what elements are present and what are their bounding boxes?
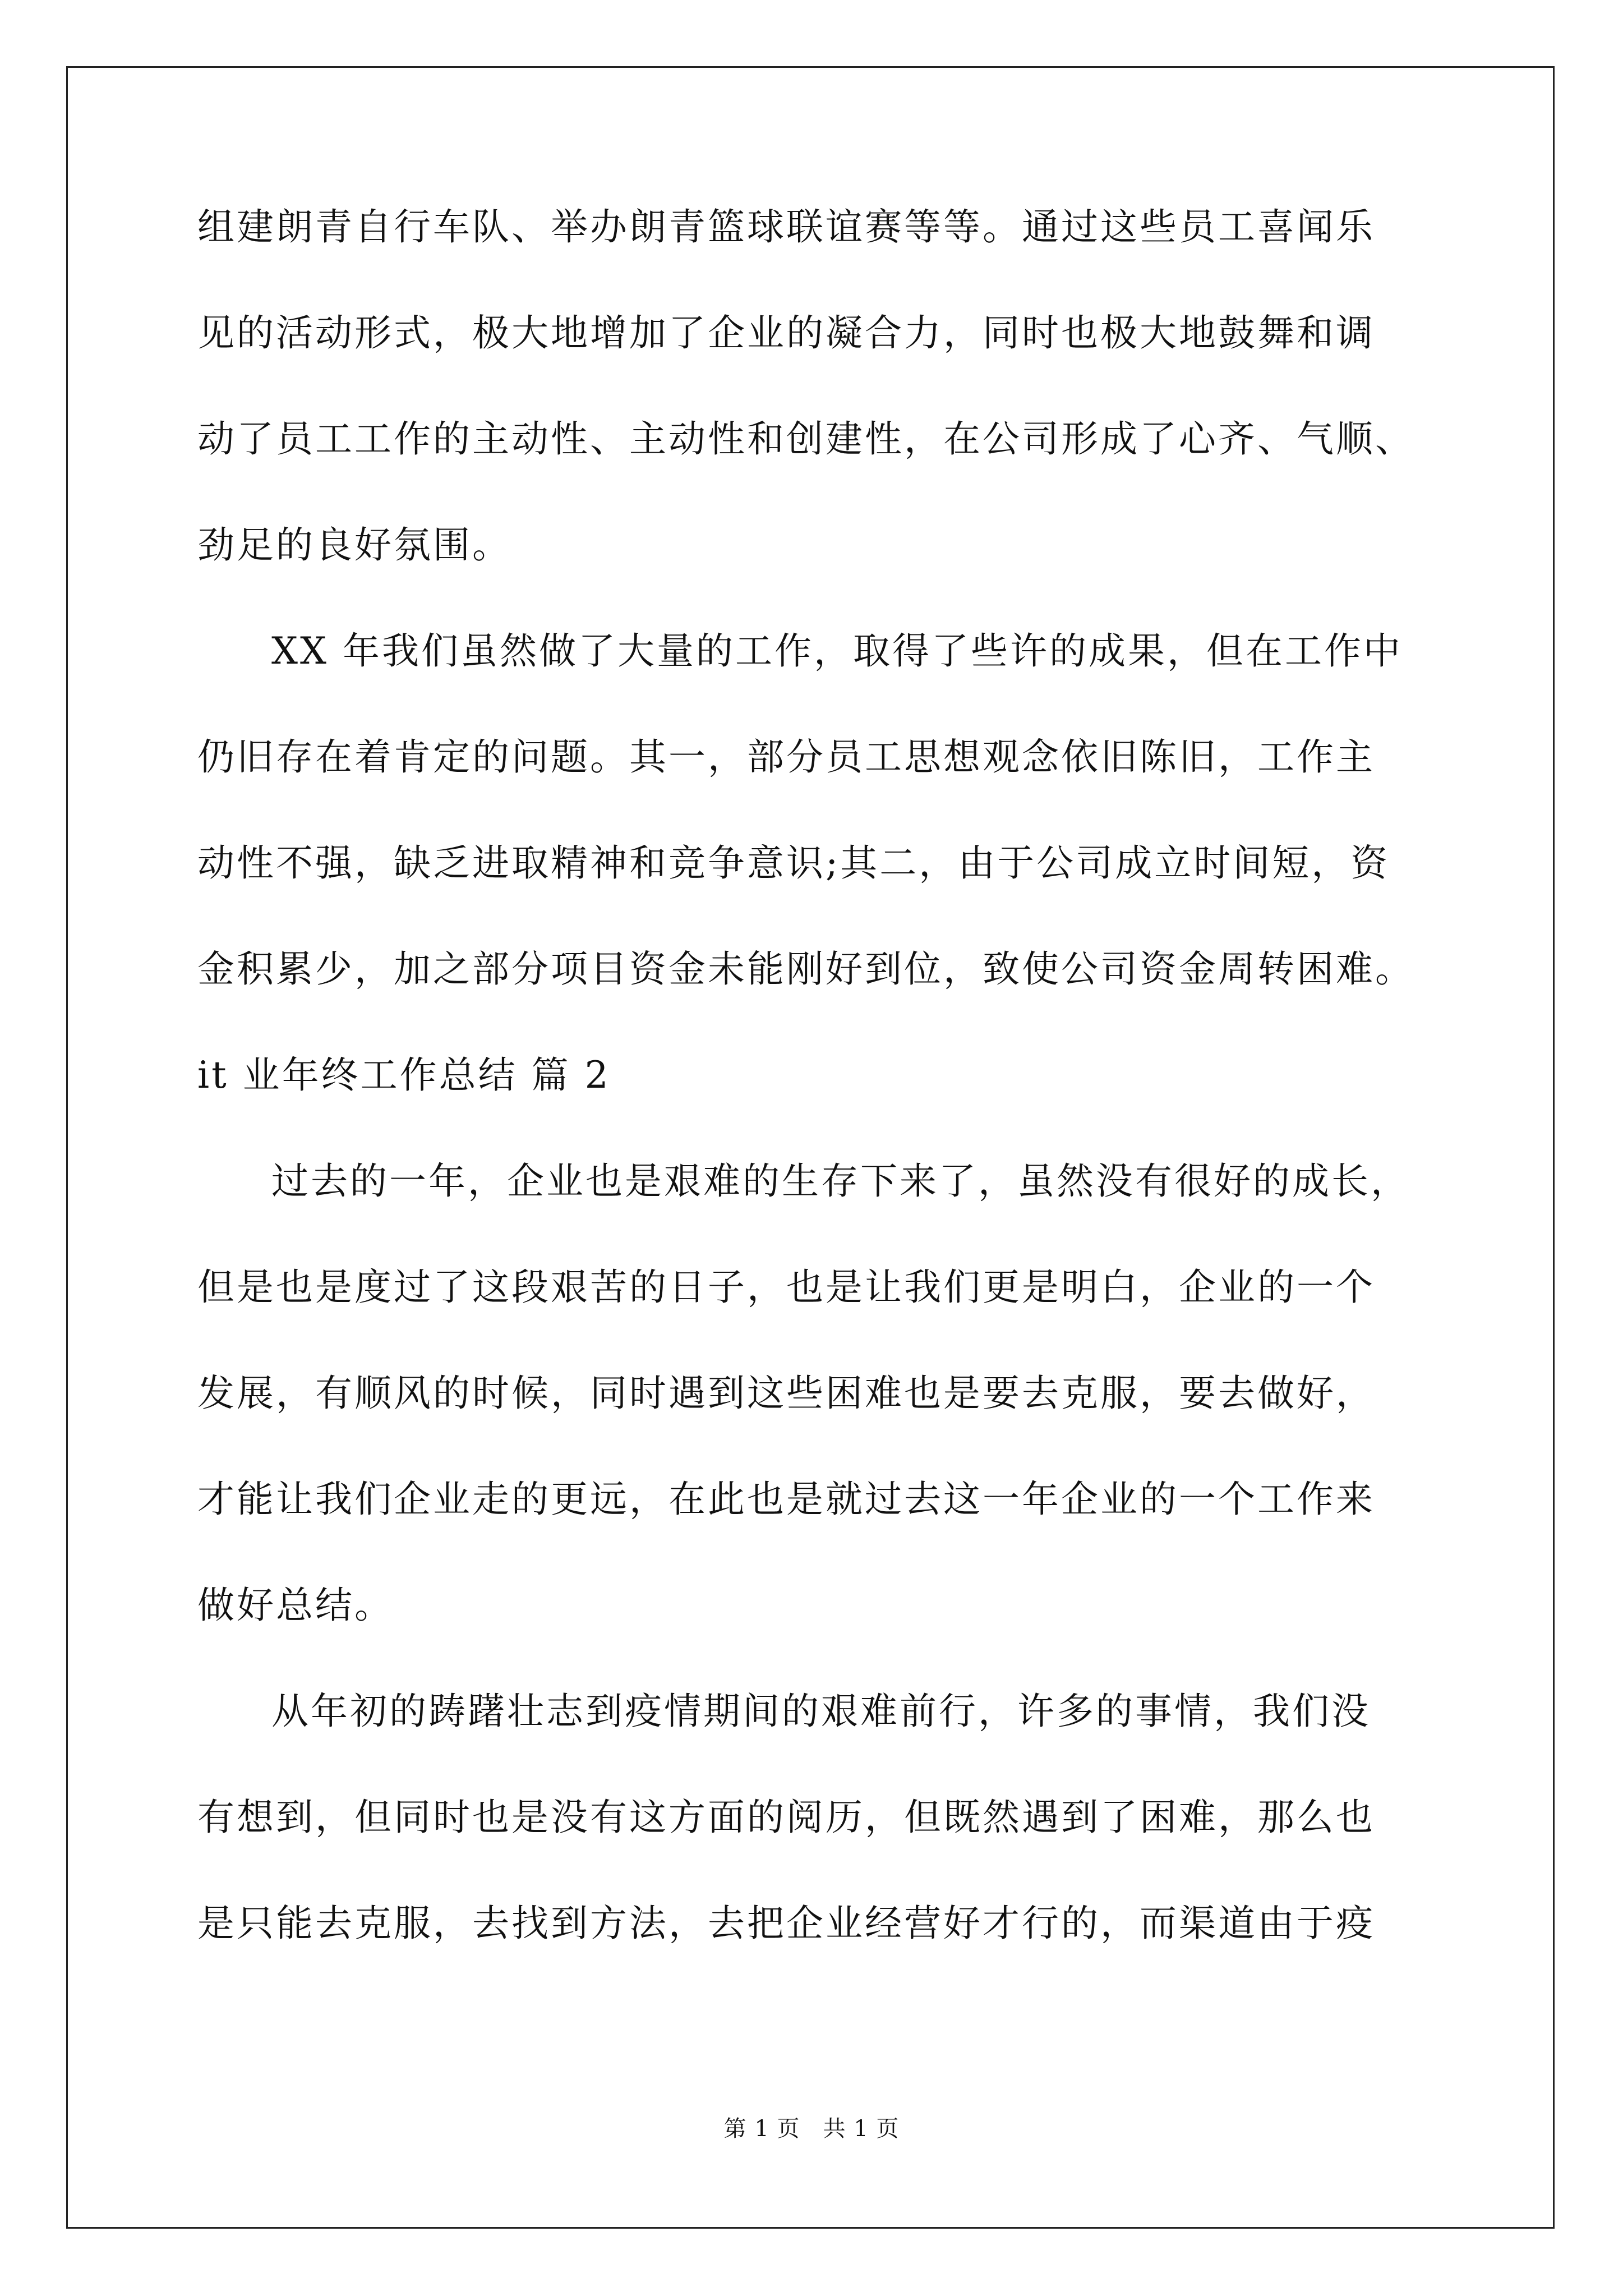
- text-line-15: 从年初的踌躇壮志到疫情期间的艰难前行，许多的事情，我们没: [271, 1690, 1371, 1733]
- text-line-11: 但是也是度过了这段艰苦的日子，也是让我们更是明白，企业的一个: [197, 1266, 1375, 1309]
- text-line-8: 金积累少，加之部分项目资金未能刚好到位，致使公司资金周转困难。: [197, 947, 1414, 991]
- document-body: [197, 205, 1437, 2011]
- text-line-12: 发展，有顺风的时候，同时遇到这些困难也是要去克服，要去做好，: [197, 1372, 1375, 1415]
- text-line-13: 才能让我们企业走的更远，在此也是就过去这一年企业的一个工作来: [197, 1478, 1375, 1521]
- text-line-1: 组建朗青自行车队、举办朗青篮球联谊赛等等。通过这些员工喜闻乐: [197, 205, 1375, 249]
- page-footer: 第 1 页 共 1 页: [723, 2116, 900, 2142]
- text-line-16: 有想到，但同时也是没有这方面的阅历，但既然遇到了困难，那么也: [197, 1796, 1375, 1839]
- text-line-10: 过去的一年，企业也是艰难的生存下来了，虽然没有很好的成长，: [271, 1159, 1410, 1203]
- text-line-2: 见的活动形式，极大地增加了企业的凝合力，同时也极大地鼓舞和调: [197, 311, 1375, 355]
- text-line-7: 动性不强，缺乏进取精神和竞争意识;其二，由于公司成立时间短，资: [197, 841, 1390, 885]
- section-heading: it 业年终工作总结 篇 2: [197, 1053, 611, 1097]
- text-line-6: 仍旧存在着肯定的问题。其一，部分员工思想观念依旧陈旧，工作主: [197, 735, 1375, 779]
- text-line-17: 是只能去克服，去找到方法，去把企业经营好才行的，而渠道由于疫: [197, 1902, 1375, 1945]
- text-line-3: 动了员工工作的主动性、主动性和创建性，在公司形成了心齐、气顺、: [197, 417, 1414, 461]
- text-line-5: XX 年我们虽然做了大量的工作，取得了些许的成果，但在工作中: [271, 629, 1403, 673]
- text-line-14: 做好总结。: [197, 1584, 394, 1627]
- text-line-4: 劲足的良好氛围。: [197, 523, 511, 567]
